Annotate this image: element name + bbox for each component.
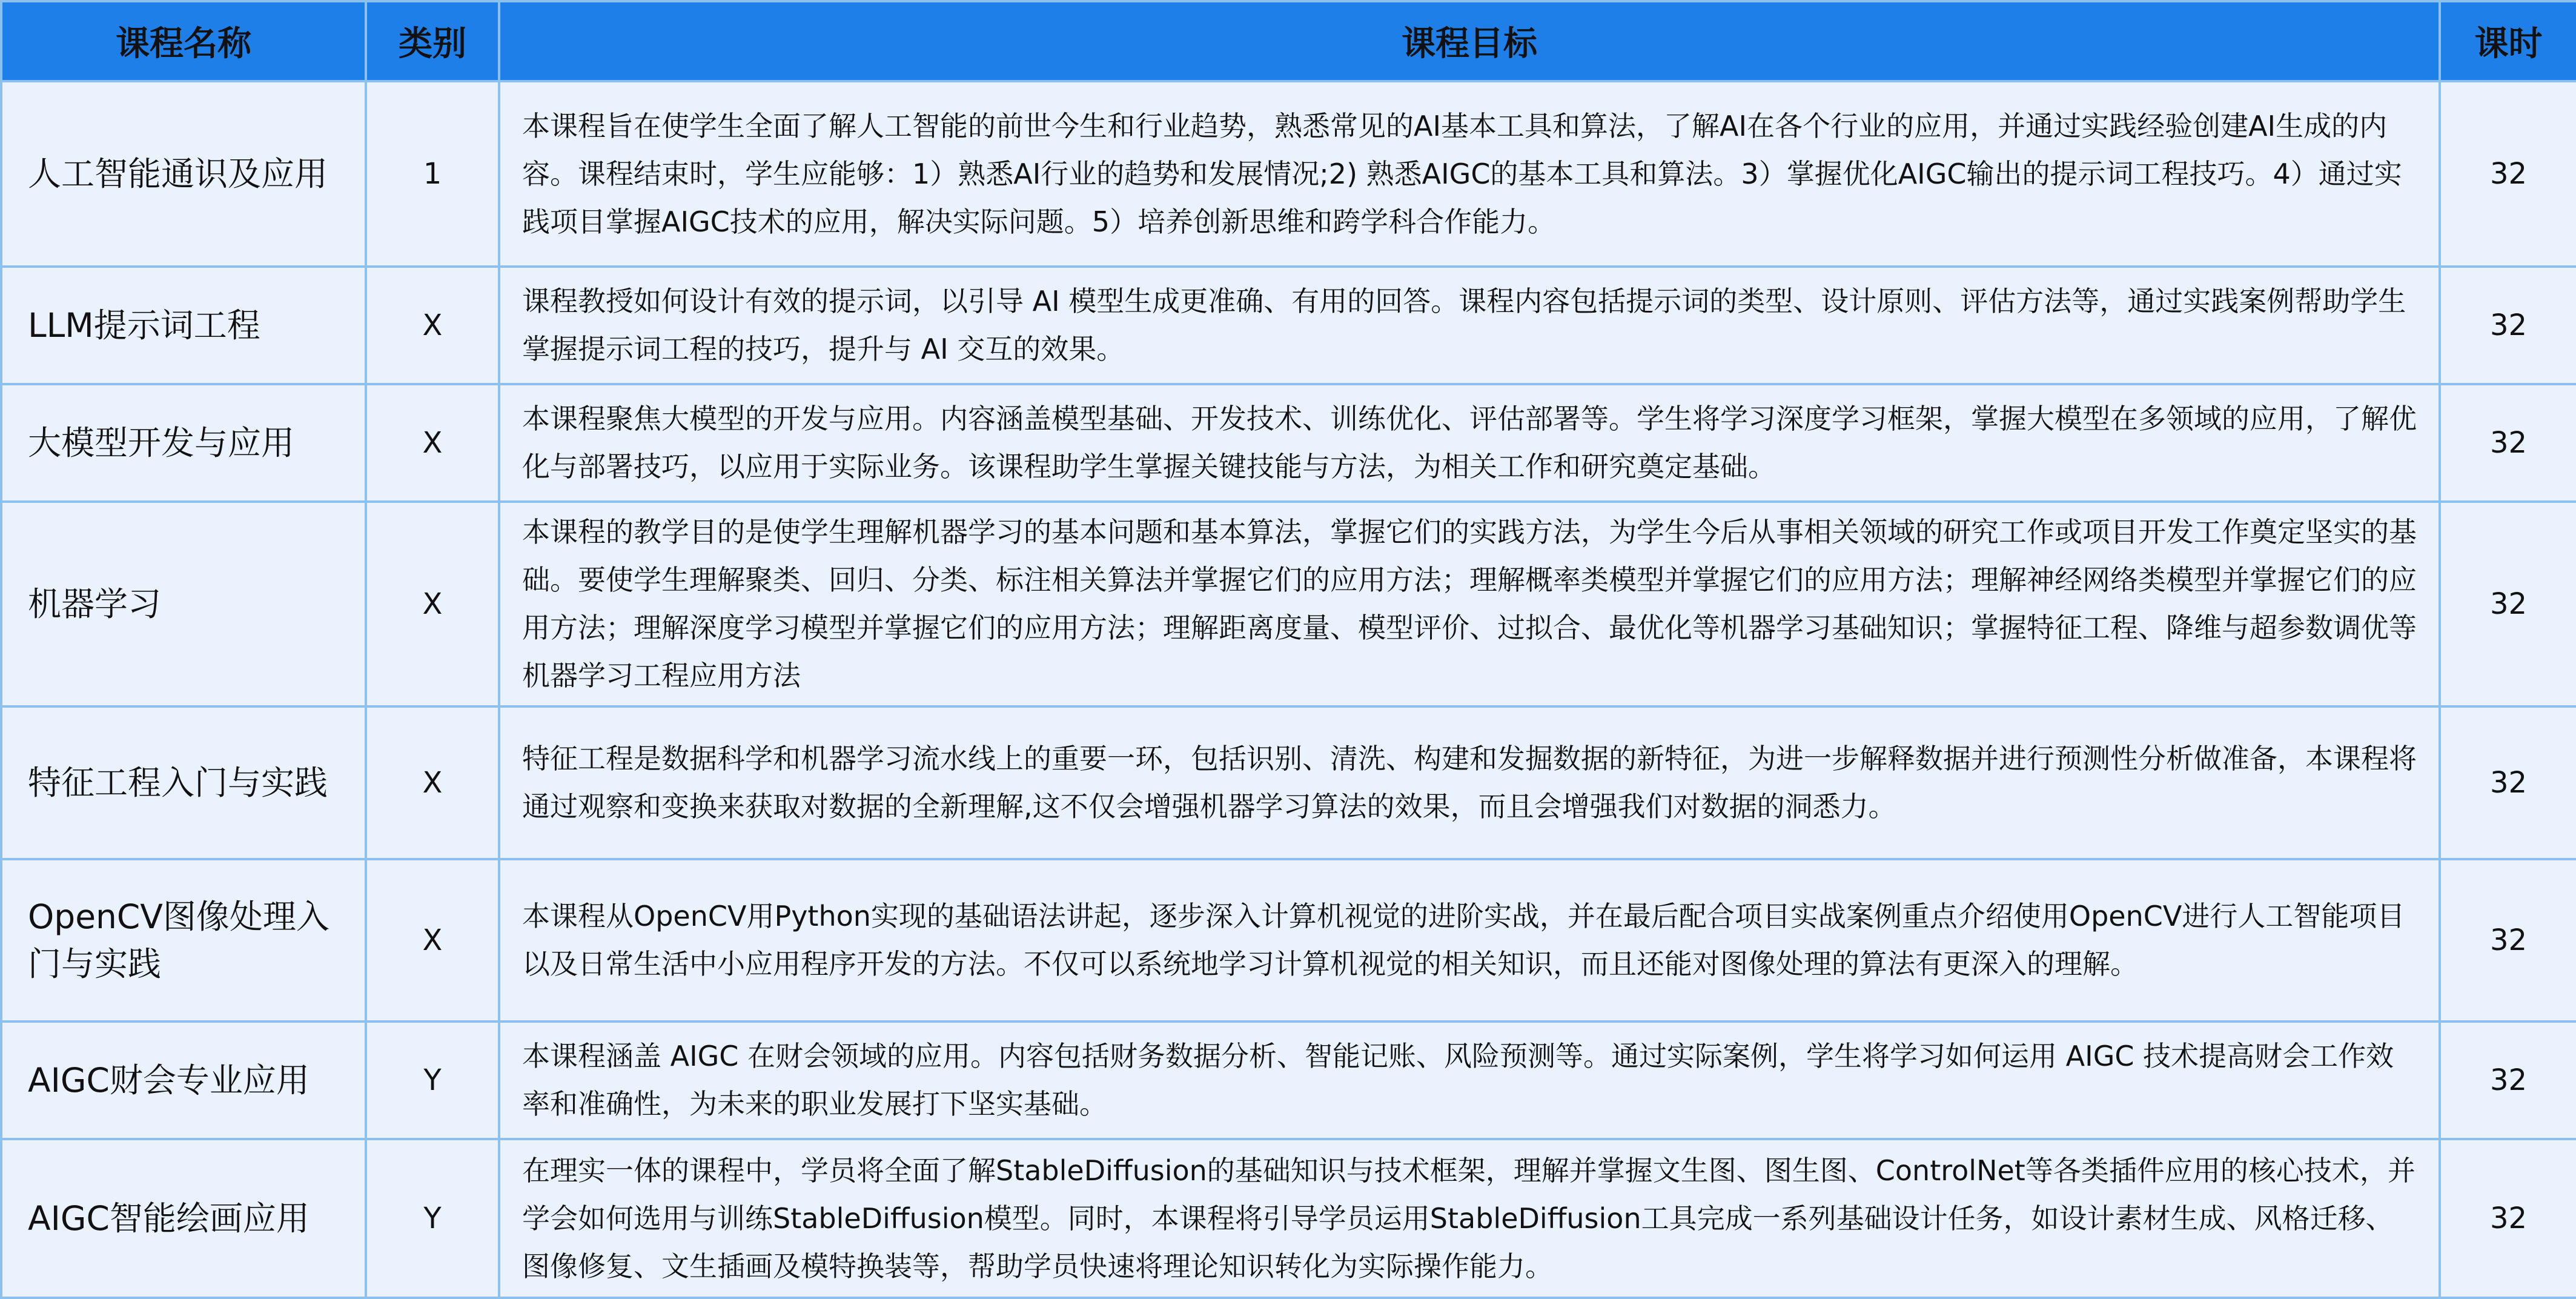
table-row bbox=[1, 1139, 2576, 1298]
course-goal: 本课程涵盖 AIGC 在财会领域的应用。内容包括财务数据分析、智能记账、风险预测等。通过实际案例，学生将学习如何运用 AIGC 技术提高财会工作效率和准确性，为未来的职业发展打下坚实基础。 bbox=[499, 1022, 2440, 1139]
header-row bbox=[1, 1, 2576, 81]
course-hours: 32 bbox=[2440, 384, 2576, 502]
course-hours: 32 bbox=[2440, 1139, 2576, 1298]
course-category: X bbox=[366, 706, 499, 859]
course-name: 大模型开发与应用 bbox=[1, 384, 366, 502]
table-row bbox=[1, 267, 2576, 384]
course-hours: 32 bbox=[2440, 1022, 2576, 1139]
course-hours: 32 bbox=[2440, 502, 2576, 706]
table-row bbox=[1, 384, 2576, 502]
course-hours: 32 bbox=[2440, 859, 2576, 1022]
table-body bbox=[1, 81, 2576, 1298]
course-category: X bbox=[366, 267, 499, 384]
course-category: Y bbox=[366, 1022, 499, 1139]
course-goal: 本课程聚焦大模型的开发与应用。内容涵盖模型基础、开发技术、训练优化、评估部署等。学生将学习深度学习框架，掌握大模型在多领域的应用，了解优化与部署技巧，以应用于实际业务。该课程助学生掌握关键技能与方法，为相关工作和研究奠定基础。 bbox=[499, 384, 2440, 502]
course-goal: 本课程的教学目的是使学生理解机器学习的基本问题和基本算法，掌握它们的实践方法，为学生今后从事相关领域的研究工作或项目开发工作奠定坚实的基础。要使学生理解聚类、回归、分类、标注相关算法并掌握它们的应用方法；理解概率类模型并掌握它们的应用方法；理解神经网络类模型并掌握它们的应用方法；理解深度学习模型并掌握它们的应用方法；理解距离度量、模型评价、过拟合、最优化等机器学习基础知识；掌握特征工程、降维与超参数调优等机器学习工程应用方法 bbox=[499, 502, 2440, 706]
table-row bbox=[1, 81, 2576, 267]
table-row bbox=[1, 859, 2576, 1022]
course-goal: 课程教授如何设计有效的提示词，以引导 AI 模型生成更准确、有用的回答。课程内容包括提示词的类型、设计原则、评估方法等，通过实践案例帮助学生掌握提示词工程的技巧，提升与 AI 交互的效果。 bbox=[499, 267, 2440, 384]
course-name: LLM提示词工程 bbox=[1, 267, 366, 384]
course-name: 特征工程入门与实践 bbox=[1, 706, 366, 859]
course-category: X bbox=[366, 502, 499, 706]
course-goal: 特征工程是数据科学和机器学习流水线上的重要一环，包括识别、清洗、构建和发掘数据的新特征，为进一步解释数据并进行预测性分析做准备，本课程将通过观察和变换来获取对数据的全新理解,这不仅会增强机器学习算法的效果，而且会增强我们对数据的洞悉力。 bbox=[499, 706, 2440, 859]
course-category: X bbox=[366, 384, 499, 502]
course-name: AIGC智能绘画应用 bbox=[1, 1139, 366, 1298]
course-name: 机器学习 bbox=[1, 502, 366, 706]
table-header bbox=[1, 1, 2576, 81]
table-row bbox=[1, 1022, 2576, 1139]
course-category: Y bbox=[366, 1139, 499, 1298]
course-name: OpenCV图像处理入门与实践 bbox=[1, 859, 366, 1022]
table-row bbox=[1, 502, 2576, 706]
course-hours: 32 bbox=[2440, 267, 2576, 384]
course-hours: 32 bbox=[2440, 81, 2576, 267]
course-goal: 本课程旨在使学生全面了解人工智能的前世今生和行业趋势，熟悉常见的AI基本工具和算法，了解AI在各个行业的应用，并通过实践经验创建AI生成的内容。课程结束时，学生应能够：1）熟悉AI行业的趋势和发展情况;2) 熟悉AIGC的基本工具和算法。3）掌握优化AIGC输出的提示词工程技巧。4）通过实践项目掌握AIGC技术的应用，解决实际问题。5）培养创新思维和跨学科合作能力。 bbox=[499, 81, 2440, 267]
table-row bbox=[1, 706, 2576, 859]
course-goal: 在理实一体的课程中，学员将全面了解StableDiffusion的基础知识与技术框架，理解并掌握文生图、图生图、ControlNet等各类插件应用的核心技术，并学会如何选用与训练StableDiffusion模型。同时，本课程将引导学员运用StableDiffusion工具完成一系列基础设计任务，如设计素材生成、风格迁移、图像修复、文生插画及模特换装等，帮助学员快速将理论知识转化为实际操作能力。 bbox=[499, 1139, 2440, 1298]
course-name: AIGC财会专业应用 bbox=[1, 1022, 366, 1139]
course-name: 人工智能通识及应用 bbox=[1, 81, 366, 267]
course-category: X bbox=[366, 859, 499, 1022]
course-hours: 32 bbox=[2440, 706, 2576, 859]
header-course-name: 课程名称 bbox=[1, 1, 366, 81]
course-category: 1 bbox=[366, 81, 499, 267]
course-goal: 本课程从OpenCV用Python实现的基础语法讲起，逐步深入计算机视觉的进阶实战，并在最后配合项目实战案例重点介绍使用OpenCV进行人工智能项目以及日常生活中小应用程序开发的方法。不仅可以系统地学习计算机视觉的相关知识，而且还能对图像处理的算法有更深入的理解。 bbox=[499, 859, 2440, 1022]
header-hours: 课时 bbox=[2440, 1, 2576, 81]
header-course-goal: 课程目标 bbox=[499, 1, 2440, 81]
header-category: 类别 bbox=[366, 1, 499, 81]
